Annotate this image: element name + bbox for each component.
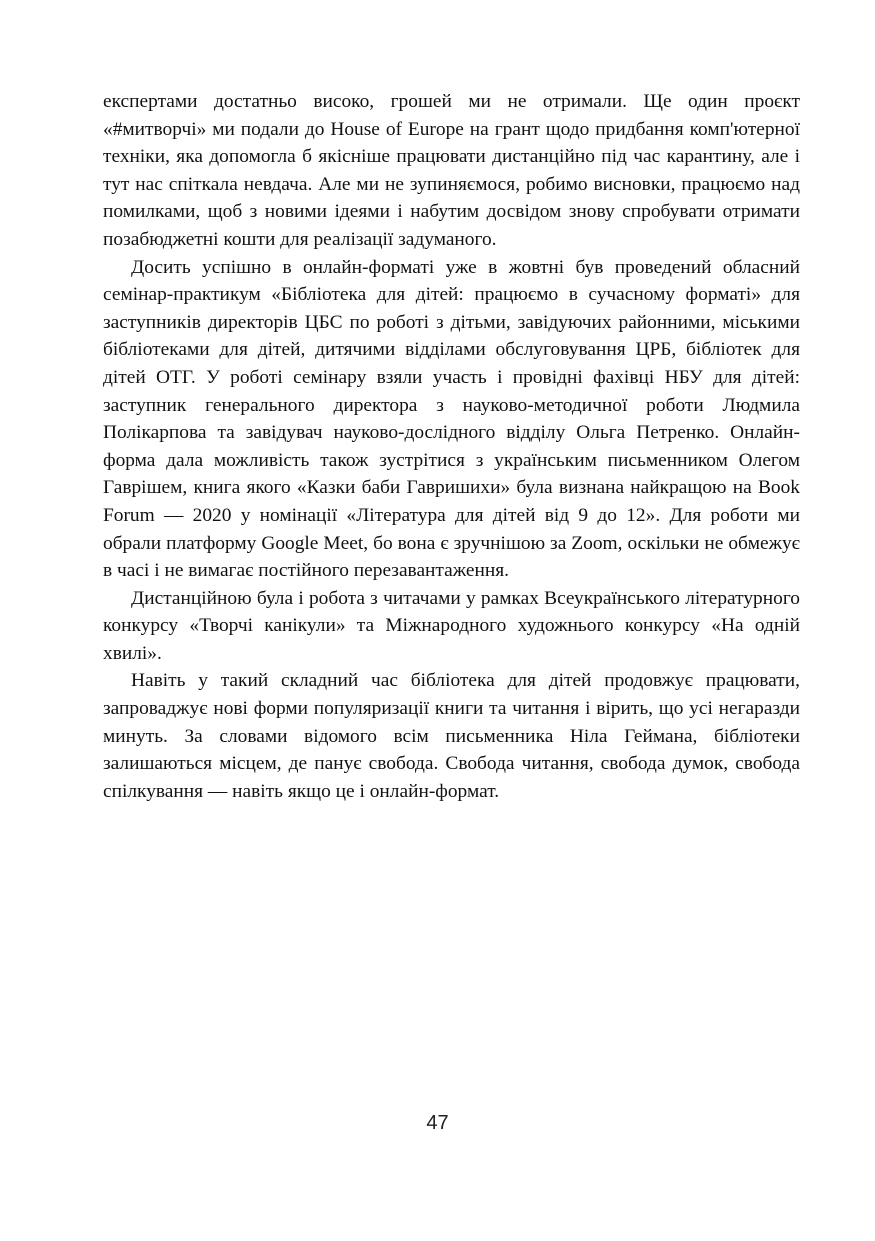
- paragraph-continuation: експертами достатньо високо, грошей ми не отримали. Ще один проєкт «#митворчі» ми подали до House of Europe на грант щодо придбання комп'ютерної техніки, яка допомогла б якісніше працювати дистанційно під час карантину, але і тут нас спіткала невдача. Але ми не зупиняємося, робимо висновки, працюємо над помилками, щоб з новими ідеями і набутим досвідом знову спробувати отримати позабюджетні кошти для реалізації задуманого.: [103, 91, 800, 250]
- page-number: 47: [426, 1112, 449, 1134]
- paragraph-conclusion: Навіть у такий складний час бібліотека для дітей продовжує працювати, запроваджує нові форми популяризації книги та читання і вірить, що усі негаразди минуть. За словами відомого всім письменника Ніла Геймана, бібліотеки залишаються місцем, де панує свобода. Свобода читання, свобода думок, свобода спілкування — навіть якщо це і онлайн-формат.: [103, 670, 800, 802]
- page-body: [103, 88, 800, 805]
- paragraph-contests: Дистанційною була і робота з читачами у рамках Всеукраїнського літературного конкурсу «Творчі канікули» та Міжнародного художнього конкурсу «На одній хвилі».: [103, 587, 800, 664]
- paragraph-seminar: Досить успішно в онлайн-форматі уже в жовтні був проведений обласний семінар-практикум «Бібліотека для дітей: працюємо в сучасному форматі» для заступників директорів ЦБС по роботі з дітьми, завідуючих районними, міськими бібліотеками для дітей, дитячими відділами обслуговування ЦРБ, бібліотек для дітей ОТГ. У роботі семінару взяли участь і провідні фахівці НБУ для дітей: заступник генерального директора з науково-методичної роботи Людмила Полікарпова та завідувач науково-дослідного відділу Ольга Петренко. Онлайн-форма дала можливість також зустрітися з українським письменником Олегом Гаврішем, книга якого «Казки баби Гавришихи» була визнана найкращою на Book Forum — 2020 у номінації «Література для дітей від 9 до 12». Для роботи ми обрали платформу Google Meet, бо вона є зручнішою за Zoom, оскільки не обмежує в часі і не вимагає постійного перезавантаження.: [103, 256, 800, 582]
